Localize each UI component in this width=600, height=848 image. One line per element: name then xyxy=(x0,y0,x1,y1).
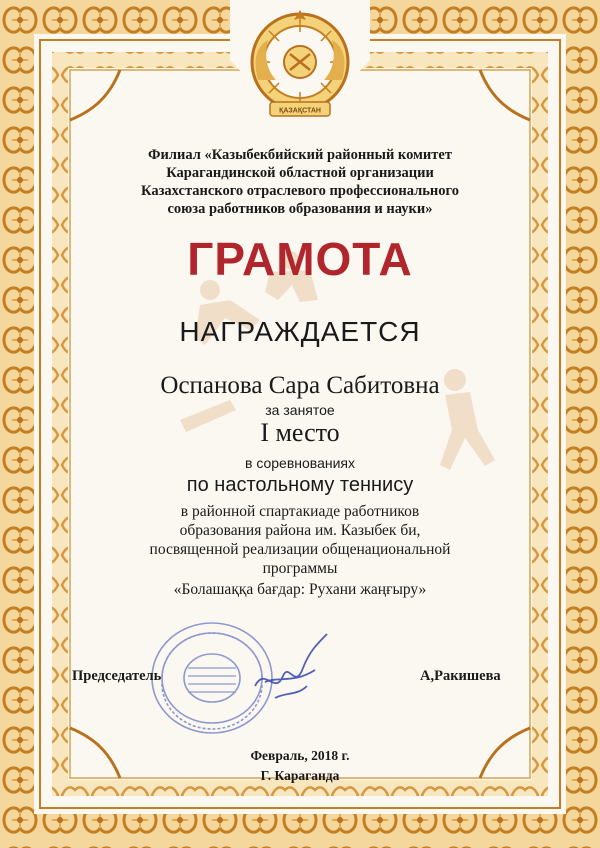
issue-date: Февраль, 2018 г. xyxy=(250,748,350,763)
org-line-2: Карагандинской областной организации xyxy=(166,165,434,181)
event-line-2: образования района им. Казыбек би, xyxy=(179,522,421,539)
for-taken-text: за занятое xyxy=(265,402,335,418)
discipline-text: по настольному теннису xyxy=(186,474,414,496)
awarded-heading: НАГРАЖДАЕТСЯ xyxy=(179,316,421,347)
place-text: I место xyxy=(260,418,340,447)
event-line-5: «Болашаққа бағдар: Рухани жаңғыру» xyxy=(173,581,427,598)
event-line-1: в районной спартакиаде работников xyxy=(180,503,420,520)
org-line-4: союза работников образования и науки» xyxy=(167,201,433,217)
recipient-name: Оспанова Сара Сабитовна xyxy=(160,372,440,399)
chairman-label: Председатель xyxy=(72,668,162,684)
kazakhstan-emblem xyxy=(248,10,352,122)
emblem-caption: ҚАЗАҚСТАН xyxy=(279,107,321,115)
event-line-3: посвященной реализации общенациональной xyxy=(149,541,451,558)
certificate-title: ГРАМОТА xyxy=(187,233,413,285)
event-line-4: программы xyxy=(262,560,338,577)
chairman-name: А,Ракишева xyxy=(420,668,501,684)
issue-city: Г. Караганда xyxy=(260,768,340,783)
org-line-1: Филиал «Казыбекбийский районный комитет xyxy=(148,147,452,163)
competitions-text: в соревнованиях xyxy=(245,455,355,471)
handwritten-signature xyxy=(245,626,335,710)
org-line-3: Казахстанского отраслевого профессионального xyxy=(141,183,459,199)
